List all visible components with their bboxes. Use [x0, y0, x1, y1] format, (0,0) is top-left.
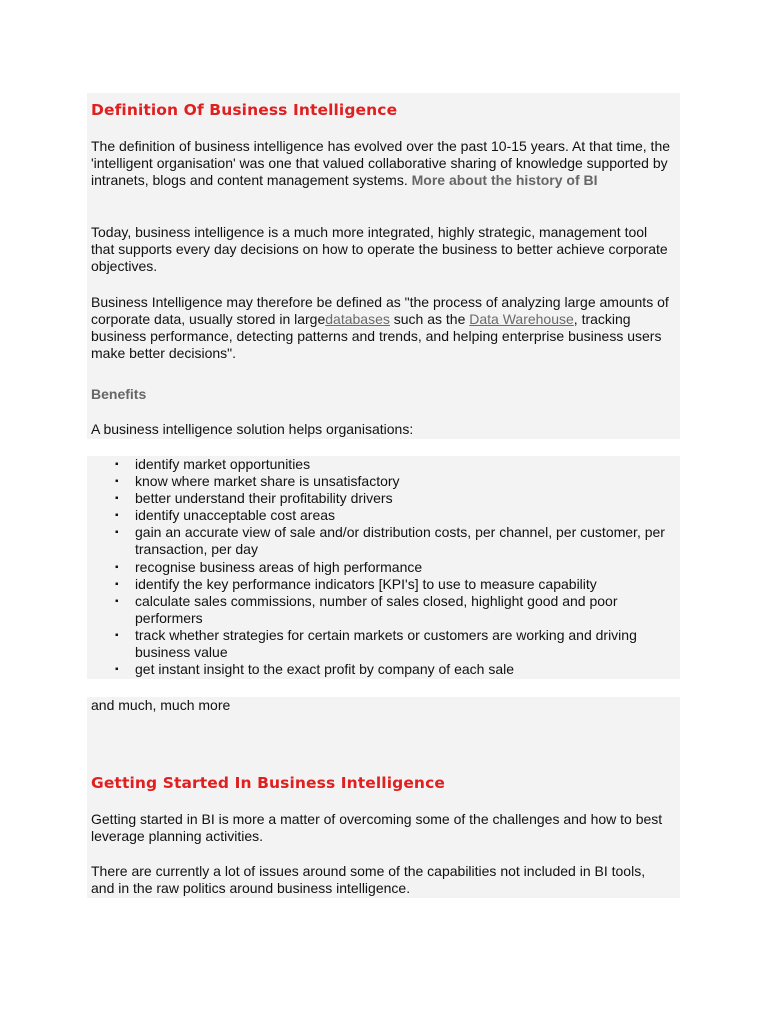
benefit-text: identify unacceptable cost areas — [135, 507, 336, 524]
issues-paragraph: There are currently a lot of issues around some of the capabilities not included in BI tools, and in the raw politics around business intelligence. — [91, 863, 646, 896]
bullet-icon: ▪ — [115, 629, 119, 641]
bullet-icon: ▪ — [115, 561, 119, 573]
benefit-text: identify market opportunities — [135, 456, 311, 472]
benefit-text: track whether strategies for certain markets or customers are working and driving business value — [135, 626, 637, 661]
benefit-list-item — [87, 576, 670, 593]
benefit-list-item — [87, 661, 670, 678]
benefit-list-item — [87, 507, 670, 524]
definition-heading: Definition Of Business Intelligence — [91, 101, 398, 119]
bi-defined-text-a: Business Intelligence may therefore be defined as "the process of analyzing large amounts of corporate data, usually stored in large — [91, 294, 669, 327]
benefits-list — [87, 456, 670, 678]
benefit-list-item — [87, 524, 670, 558]
definition-paragraph — [91, 138, 670, 189]
benefit-text: calculate sales commissions, number of sales closed, highlight good and poor performers — [135, 592, 618, 626]
bullet-icon: ▪ — [115, 459, 119, 470]
bullet-icon: ▪ — [115, 493, 119, 505]
bi-defined-paragraph — [91, 294, 670, 362]
benefits-heading: Benefits — [91, 386, 147, 402]
benefit-list-item — [87, 627, 670, 661]
benefits-intro: A business intelligence solution helps organisations: — [91, 421, 414, 437]
bullet-icon: ▪ — [115, 527, 119, 539]
benefit-text: know where market share is unsatisfactory — [135, 473, 400, 490]
data-warehouse-link[interactable]: Data Warehouse — [469, 311, 574, 327]
getting-started-panel — [87, 697, 680, 898]
bullet-icon: ▪ — [115, 595, 119, 607]
benefit-list-item — [87, 559, 670, 576]
definition-panel — [87, 93, 680, 439]
getting-started-paragraph: Getting started in BI is more a matter of overcoming some of the challenges and how to best leverage planning activities. — [91, 811, 663, 844]
bullet-icon: ▪ — [115, 510, 119, 522]
benefit-list-item — [87, 490, 670, 507]
benefit-text: gain an accurate view of sale and/or distribution costs, per channel, per customer, per transaction, per day — [135, 524, 665, 558]
bi-defined-text-c: , tracking business performance, detecting patterns and trends, and helping enterprise business users make better decisions". — [91, 311, 662, 361]
bullet-icon: ▪ — [115, 578, 119, 590]
bullet-icon: ▪ — [115, 476, 119, 488]
closing-line: and much, much more — [91, 697, 231, 713]
getting-started-heading: Getting Started In Business Intelligence — [91, 774, 445, 792]
today-paragraph: Today, business intelligence is a much more integrated, highly strategic, management tool that supports every day decisions on how to operate the business to better achieve corporate objectives. — [91, 224, 668, 274]
bi-defined-text-b: such as the — [389, 311, 470, 327]
benefits-list-panel — [87, 456, 680, 679]
databases-link[interactable]: databases — [325, 311, 390, 327]
benefit-text: recognise business areas of high performance — [135, 558, 423, 575]
bullet-icon: ▪ — [115, 664, 119, 676]
benefit-text: get instant insight to the exact profit by company of each sale — [135, 661, 514, 678]
benefit-list-item — [87, 456, 670, 473]
benefit-text: identify the key performance indicators [KPI's] to use to measure capability — [135, 575, 597, 592]
history-of-bi-link[interactable]: More about the history of BI — [411, 172, 598, 188]
benefit-list-item — [87, 593, 670, 627]
definition-paragraph-text: The definition of business intelligence has evolved over the past 10-15 years. At that time, the 'intelligent organisation' was one that valued collaborative sharing of knowledge supported by intranets, blogs and content management systems. — [91, 138, 671, 188]
benefit-list-item — [87, 473, 670, 490]
benefit-text: better understand their profitability drivers — [135, 490, 393, 507]
